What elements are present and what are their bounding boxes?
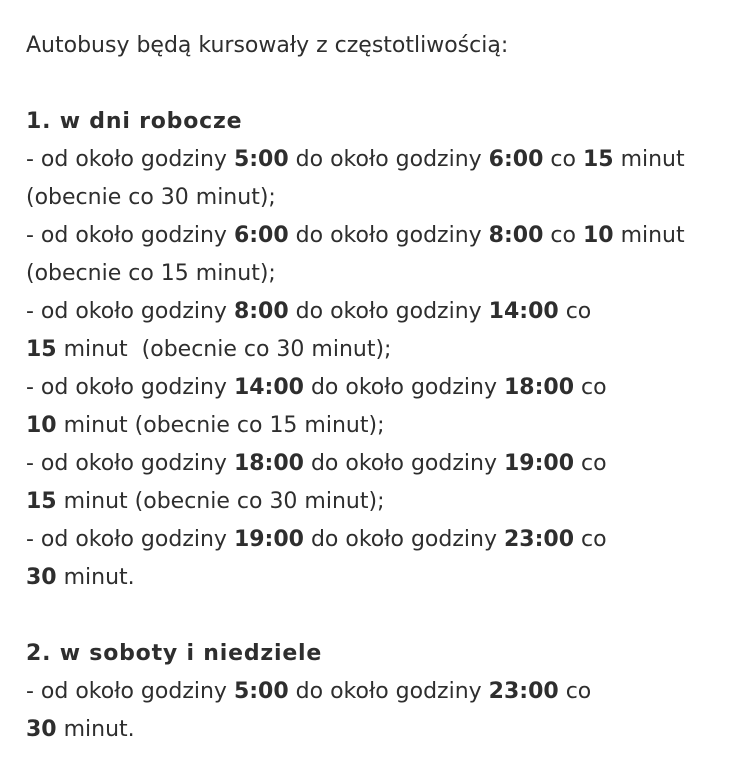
- schedule-document: [26, 27, 738, 749]
- time-to: 23:00: [488, 679, 559, 704]
- time-from: 19:00: [233, 527, 304, 552]
- interval-value: 10: [26, 413, 57, 438]
- time-to: 19:00: [503, 451, 574, 476]
- interval-value: 15: [26, 337, 57, 362]
- weekday-item-1-note: (obecnie co 15 minut);: [26, 261, 276, 286]
- interval-value: 15: [26, 489, 57, 514]
- blank-line: [26, 597, 738, 635]
- weekend-item-0-line2: 30 minut.: [26, 717, 135, 742]
- time-to: 6:00: [488, 147, 544, 172]
- time-from: 8:00: [233, 299, 289, 324]
- weekday-item-0-line1: - od około godziny 5:00 do około godziny 6:00 co 15 minut: [26, 147, 685, 172]
- interval-value: 10: [582, 223, 614, 248]
- interval-value: 15: [582, 147, 614, 172]
- weekday-item-5-line1: - od około godziny 19:00 do około godziny 23:00 co: [26, 527, 607, 552]
- time-from: 5:00: [233, 679, 289, 704]
- time-from: 14:00: [233, 375, 304, 400]
- time-to: 18:00: [503, 375, 574, 400]
- intro-text: Autobusy będą kursowały z częstotliwością:: [26, 33, 509, 58]
- weekday-item-3-line1: - od około godziny 14:00 do około godziny 18:00 co: [26, 375, 607, 400]
- weekdays-heading: 1. w dni robocze: [26, 109, 243, 134]
- interval-value: 30: [26, 565, 57, 590]
- weekend-heading: 2. w soboty i niedziele: [26, 641, 323, 666]
- interval-value: 30: [26, 717, 57, 742]
- time-to: 8:00: [488, 223, 544, 248]
- time-to: 14:00: [488, 299, 559, 324]
- weekday-item-5-line2: 30 minut.: [26, 565, 135, 590]
- time-from: 18:00: [233, 451, 304, 476]
- time-to: 23:00: [503, 527, 574, 552]
- weekday-item-4-line1: - od około godziny 18:00 do około godziny 19:00 co: [26, 451, 607, 476]
- weekday-item-1-line1: - od około godziny 6:00 do około godziny 8:00 co 10 minut: [26, 223, 685, 248]
- weekday-item-3-line2: 10 minut (obecnie co 15 minut);: [26, 413, 385, 438]
- blank-line: [26, 65, 738, 103]
- time-from: 5:00: [233, 147, 289, 172]
- time-from: 6:00: [233, 223, 289, 248]
- weekday-item-2-line1: - od około godziny 8:00 do około godziny 14:00 co: [26, 299, 592, 324]
- weekday-item-2-line2: 15 minut (obecnie co 30 minut);: [26, 337, 392, 362]
- weekend-item-0-line1: - od około godziny 5:00 do około godziny 23:00 co: [26, 679, 592, 704]
- weekday-item-4-line2: 15 minut (obecnie co 30 minut);: [26, 489, 385, 514]
- weekday-item-0-note: (obecnie co 30 minut);: [26, 185, 276, 210]
